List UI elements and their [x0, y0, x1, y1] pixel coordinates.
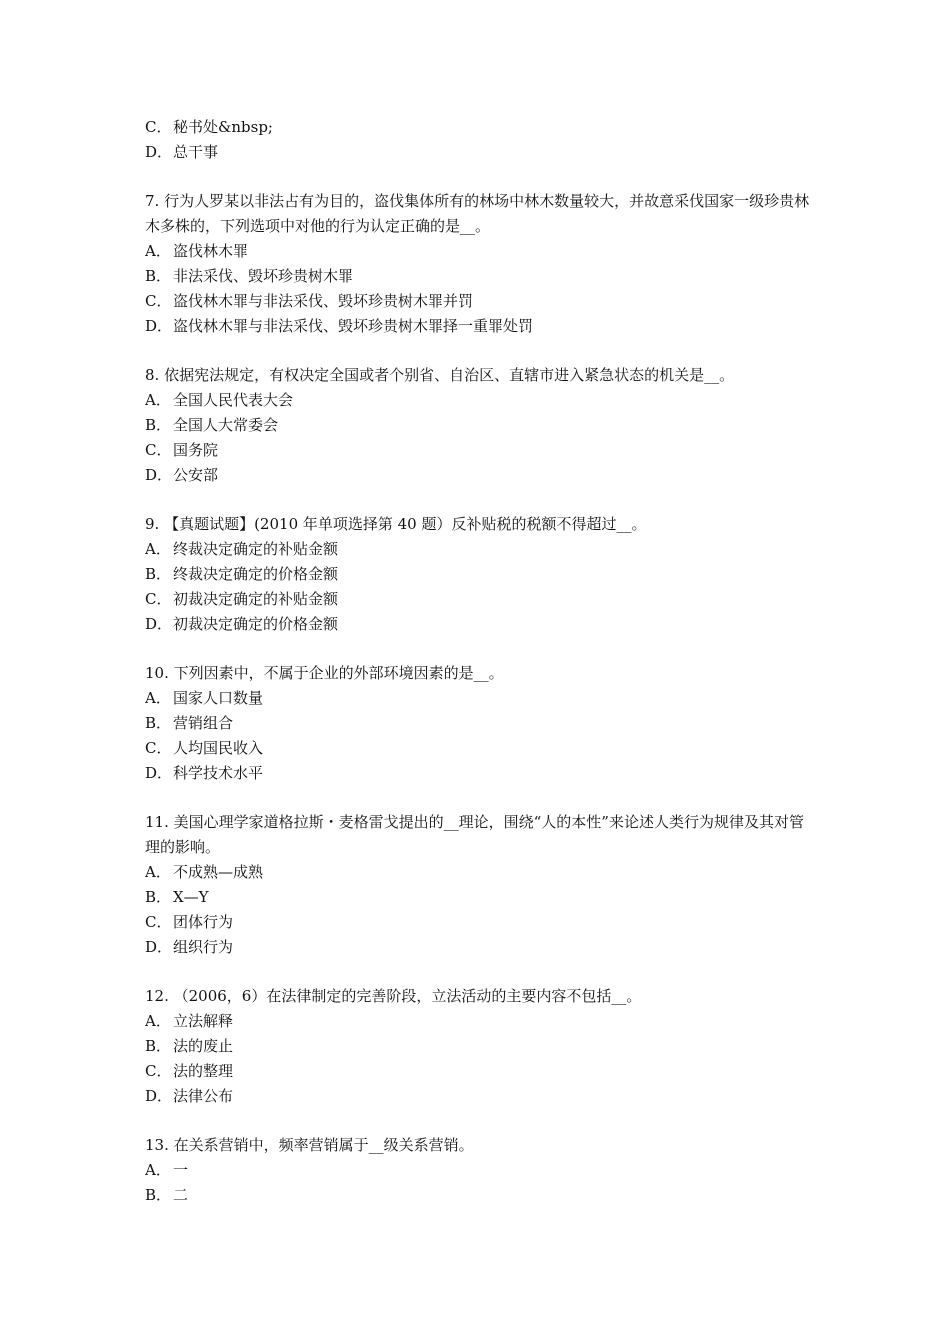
option-letter: D． — [145, 143, 173, 161]
option-letter: A． — [145, 1161, 171, 1179]
option-letter: D． — [145, 317, 173, 335]
option-text: 人均国民收入 — [173, 739, 264, 757]
option-letter: A． — [145, 863, 171, 881]
option-text: 盗伐林木罪 — [173, 242, 249, 260]
option-line — [145, 463, 815, 488]
option-letter: A． — [145, 689, 171, 707]
option-letter: B． — [145, 1186, 172, 1204]
option-letter: D． — [145, 615, 173, 633]
option-line — [145, 537, 815, 562]
option-letter: B． — [145, 565, 172, 583]
option-line — [145, 239, 815, 264]
option-text: 组织行为 — [173, 938, 234, 956]
leading-options — [145, 115, 815, 165]
option-line — [145, 860, 815, 885]
option-text: 盗伐林木罪与非法采伐、毁坏珍贵树木罪并罚 — [173, 292, 474, 310]
option-text: 非法采伐、毁坏珍贵树木罪 — [173, 267, 354, 285]
option-line — [145, 314, 815, 339]
option-letter: C． — [145, 1062, 172, 1080]
option-text: 全国人大常委会 — [173, 416, 279, 434]
option-line — [145, 587, 815, 612]
option-text: 不成熟—成熟 — [173, 863, 264, 881]
question-13 — [145, 1133, 815, 1208]
option-letter: A． — [145, 540, 171, 558]
question-stem: 13. 在关系营销中，频率营销属于__级关系营销。 — [145, 1136, 474, 1154]
option-line — [145, 910, 815, 935]
option-letter: B． — [145, 888, 172, 906]
option-text: 国家人口数量 — [173, 689, 264, 707]
question-11 — [145, 810, 815, 960]
option-text: 二 — [173, 1186, 189, 1204]
option-text: 终裁决定确定的补贴金额 — [173, 540, 339, 558]
option-text: 立法解释 — [173, 1012, 234, 1030]
question-stem: 7. 行为人罗某以非法占有为目的，盗伐集体所有的林场中林木数量较大，并故意采伐国家一级珍贵林木多株的，下列选项中对他的行为认定正确的是__。 — [145, 192, 810, 235]
option-letter: C． — [145, 913, 172, 931]
option-line — [145, 1009, 815, 1034]
option-text: 初裁决定确定的价格金额 — [173, 615, 339, 633]
option-text: 法律公布 — [173, 1087, 234, 1105]
option-line — [145, 289, 815, 314]
question-8 — [145, 363, 815, 488]
option-text: 全国人民代表大会 — [173, 391, 294, 409]
option-text: 法的废止 — [173, 1037, 234, 1055]
option-line — [145, 264, 815, 289]
option-letter: D． — [145, 466, 173, 484]
question-9 — [145, 512, 815, 637]
option-letter: A． — [145, 1012, 171, 1030]
option-text: 秘书处&nbsp; — [173, 118, 273, 136]
option-text: 盗伐林木罪与非法采伐、毁坏珍贵树木罪择一重罪处罚 — [173, 317, 534, 335]
question-stem: 11. 美国心理学家道格拉斯・麦格雷戈提出的__理论，围绕“人的本性”来论述人类行为规律及其对管理的影响。 — [145, 813, 804, 856]
option-letter: A． — [145, 391, 171, 409]
option-text: X—Y — [173, 888, 209, 906]
question-stem: 12. （2006，6）在法律制定的完善阶段，立法活动的主要内容不包括__。 — [145, 987, 642, 1005]
option-line — [145, 1183, 815, 1208]
option-letter: A． — [145, 242, 171, 260]
option-text: 总干事 — [173, 143, 219, 161]
option-text: 团体行为 — [173, 913, 234, 931]
option-line — [145, 1059, 815, 1084]
option-letter: C． — [145, 739, 172, 757]
question-stem: 8. 依据宪法规定，有权决定全国或者个别省、自治区、直辖市进入紧急状态的机关是__。 — [145, 366, 735, 384]
option-text: 法的整理 — [173, 1062, 234, 1080]
option-letter: C． — [145, 590, 172, 608]
option-letter: D． — [145, 1087, 173, 1105]
question-7 — [145, 189, 815, 339]
option-letter: B． — [145, 1037, 172, 1055]
option-line — [145, 761, 815, 786]
option-line — [145, 885, 815, 910]
page-content — [145, 115, 815, 1208]
option-line — [145, 612, 815, 637]
option-text: 科学技术水平 — [173, 764, 264, 782]
question-12 — [145, 984, 815, 1109]
option-text: 国务院 — [173, 441, 219, 459]
option-text: 初裁决定确定的补贴金额 — [173, 590, 339, 608]
option-letter: D． — [145, 938, 173, 956]
option-line — [145, 686, 815, 711]
option-line — [145, 413, 815, 438]
question-stem: 9. 【真题试题】(2010 年单项选择第 40 题）反补贴税的税额不得超过__。 — [145, 515, 647, 533]
option-line — [145, 1158, 815, 1183]
question-stem: 10. 下列因素中，不属于企业的外部环境因素的是__。 — [145, 664, 504, 682]
option-line — [145, 935, 815, 960]
option-line — [145, 438, 815, 463]
option-line — [145, 388, 815, 413]
option-line — [145, 711, 815, 736]
option-line — [145, 1084, 815, 1109]
question-10 — [145, 661, 815, 786]
option-letter: C． — [145, 441, 172, 459]
option-text: 公安部 — [173, 466, 219, 484]
option-line — [145, 115, 815, 140]
option-line — [145, 736, 815, 761]
option-text: 终裁决定确定的价格金额 — [173, 565, 339, 583]
option-line — [145, 562, 815, 587]
option-letter: D． — [145, 764, 173, 782]
option-letter: B． — [145, 714, 172, 732]
option-line — [145, 140, 815, 165]
option-text: 营销组合 — [173, 714, 234, 732]
option-letter: C． — [145, 118, 172, 136]
option-line — [145, 1034, 815, 1059]
option-letter: B． — [145, 267, 172, 285]
option-text: 一 — [173, 1161, 189, 1179]
option-letter: B． — [145, 416, 172, 434]
option-letter: C． — [145, 292, 172, 310]
